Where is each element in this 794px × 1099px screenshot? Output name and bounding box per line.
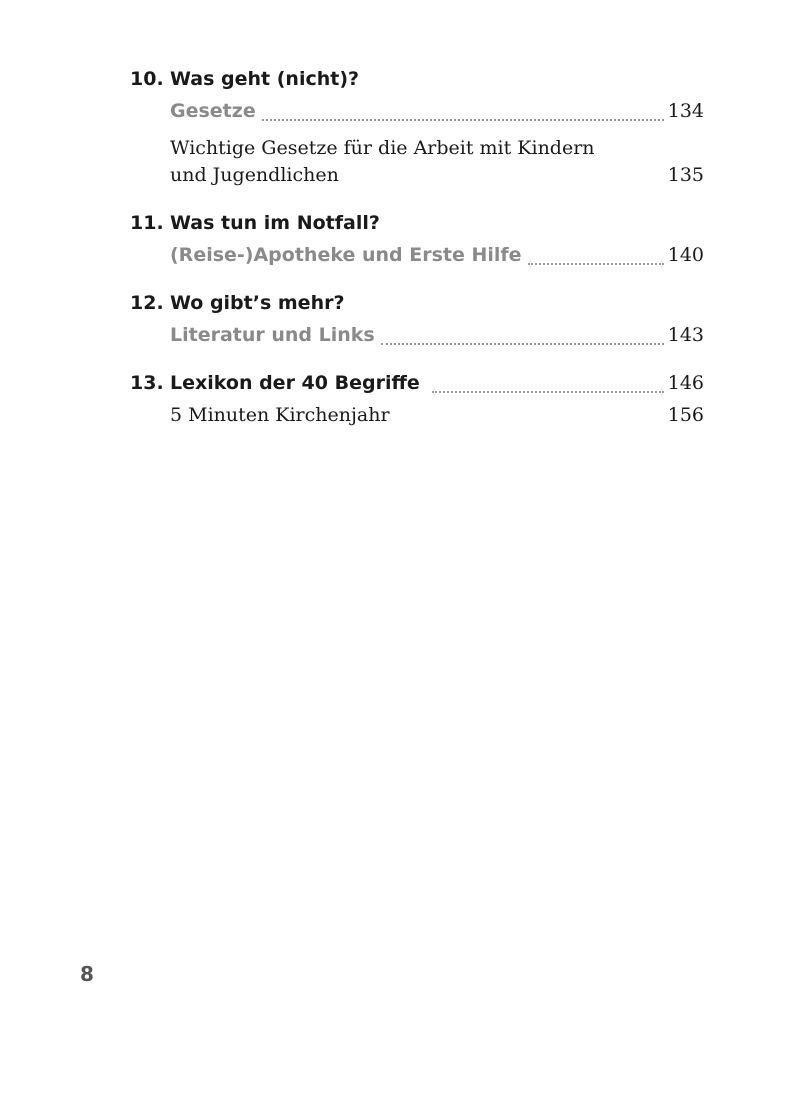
chapter-title: Was tun im Notfall? bbox=[170, 212, 380, 234]
toc-chapter-12 bbox=[130, 292, 704, 356]
chapter-heading bbox=[130, 68, 704, 100]
chapter-page-number: 146 bbox=[667, 372, 704, 394]
entry-title-line: Wichtige Gesetze für die Arbeit mit Kindern bbox=[170, 137, 595, 159]
chapter-heading[interactable] bbox=[130, 372, 704, 404]
entry-title: Literatur und Links bbox=[170, 324, 375, 346]
entry-page-number: 143 bbox=[667, 324, 704, 346]
dot-leader bbox=[262, 119, 664, 121]
dot-leader bbox=[432, 391, 664, 393]
toc-entry[interactable] bbox=[170, 244, 704, 276]
entry-title: 5 Minuten Kirchenjahr bbox=[170, 404, 390, 426]
toc-chapter-11 bbox=[130, 212, 704, 276]
chapter-number: 12. bbox=[130, 292, 164, 314]
chapter-title: Was geht (nicht)? bbox=[170, 68, 360, 90]
toc-chapter-13 bbox=[130, 372, 704, 436]
entry-page-number: 156 bbox=[667, 404, 704, 426]
chapter-number: 13. bbox=[130, 372, 164, 394]
toc-entry[interactable] bbox=[170, 100, 704, 132]
toc-entry[interactable] bbox=[170, 324, 704, 356]
entry-page-number: 140 bbox=[667, 244, 704, 266]
entry-title: Gesetze bbox=[170, 100, 256, 122]
chapter-number: 10. bbox=[130, 68, 164, 90]
toc-entry[interactable] bbox=[170, 404, 704, 436]
chapter-title: Lexikon der 40 Begriffe bbox=[170, 372, 420, 394]
chapter-heading bbox=[130, 212, 704, 244]
entry-title-continued: und Jugendlichen bbox=[170, 164, 339, 186]
entry-page-number: 135 bbox=[667, 164, 704, 186]
chapter-heading bbox=[130, 292, 704, 324]
entry-page-number: 134 bbox=[667, 100, 704, 122]
chapter-number: 11. bbox=[130, 212, 164, 234]
entry-title: (Reise-)Apotheke und Erste Hilfe bbox=[170, 244, 522, 266]
chapter-title: Wo gibt’s mehr? bbox=[170, 292, 345, 314]
toc-chapter-10 bbox=[130, 68, 704, 196]
page-number: 8 bbox=[80, 962, 94, 986]
toc-entry[interactable] bbox=[170, 164, 704, 196]
table-of-contents bbox=[130, 68, 704, 452]
dot-leader bbox=[381, 343, 664, 345]
dot-leader bbox=[528, 263, 664, 265]
